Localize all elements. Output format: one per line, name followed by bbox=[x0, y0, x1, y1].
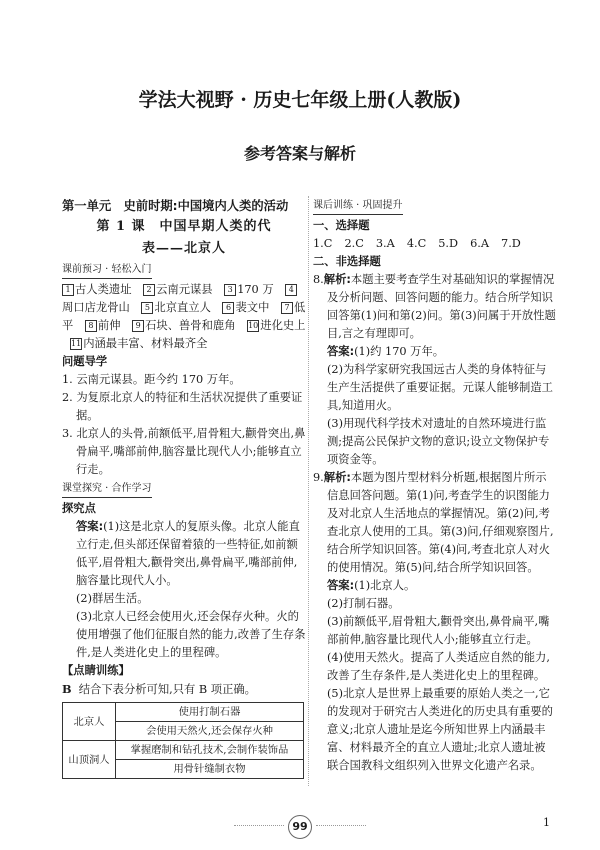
guide-item: 3. 北京人的头骨,前额低平,眉骨粗大,颧骨突出,鼻骨扁平,嘴部前伸,脑容量比现代人小;能够直立行走。 bbox=[62, 427, 306, 476]
right-column bbox=[313, 196, 556, 775]
choice-answer: 4.C bbox=[406, 237, 427, 250]
q8-answer-2: (2)为科学家研究我国远古人类的身体特征与生产生活提供了重要证据。元谋人能够制造工具,知道用火。 bbox=[327, 363, 553, 412]
nonchoice-heading: 二、非选择题 bbox=[313, 255, 381, 268]
column-divider bbox=[308, 196, 309, 786]
guide-item: 1. 云南元谋县。距今约 170 万年。 bbox=[62, 373, 241, 386]
book-title: 学法大视野 · 历史七年级上册(人教版) bbox=[138, 89, 462, 111]
q9-answer-2: (2)打制石器。 bbox=[327, 597, 400, 610]
explore-heading: 探究点 bbox=[62, 502, 96, 515]
blank-number-box: 11 bbox=[71, 339, 82, 348]
blank-number-box: 10 bbox=[248, 321, 259, 330]
section-label-explore: 课堂探究 · 合作学习 bbox=[62, 481, 152, 498]
training-answer-letter: B bbox=[62, 682, 72, 696]
blank-number-box: 3 bbox=[224, 284, 236, 296]
q9-answer-5: (5)北京人是世界上最重要的原始人类之一,它的发现对于研究古人类进化的历史具有重要的意义;北京人遗址是迄今所知世界上内涵最丰富、材料最齐全的直立人遗址;北京人遗址被联合国教科文组织列入世界文化遗产名录。 bbox=[327, 687, 553, 772]
table-cell: 掌握磨制和钻孔技术,会制作装饰品 bbox=[116, 741, 304, 760]
lesson-title-line2: 表——北京人 bbox=[141, 241, 226, 256]
blank-text: 石块、兽骨和鹿角 bbox=[145, 319, 236, 332]
unit-heading: 第一单元 史前时期:中国境内人类的活动 bbox=[62, 199, 289, 213]
page-subtitle: 参考答案与解析 bbox=[243, 144, 356, 163]
guide-item: 2. 为复原北京人的特征和生活状况提供了重要证据。 bbox=[62, 391, 303, 422]
blank-answer bbox=[132, 319, 235, 332]
blank-number-box: 2 bbox=[143, 284, 155, 296]
page-number: 99 bbox=[288, 815, 312, 839]
blank-answer bbox=[85, 319, 121, 332]
q8-analysis bbox=[313, 271, 556, 343]
blank-number-box: 8 bbox=[85, 320, 97, 332]
q8-answer-text: (1)约 170 万年。 bbox=[354, 345, 445, 358]
blank-number-box: 6 bbox=[222, 302, 234, 314]
q9-answer-1 bbox=[313, 577, 556, 595]
q9-answer-4: (4)使用天然火。提高了人类适应自然的能力,改善了生存条件,是人类进化史上的里程碑。 bbox=[327, 651, 550, 682]
choice-answer: 1.C bbox=[313, 237, 333, 250]
blank-number-box: 5 bbox=[141, 302, 153, 314]
blank-answer bbox=[222, 301, 269, 314]
fill-blank-answers bbox=[62, 281, 306, 353]
table-cell: 用骨针缝制衣物 bbox=[116, 760, 304, 779]
corner-number: 1 bbox=[543, 816, 550, 829]
choice-answer: 3.A bbox=[375, 237, 395, 250]
table-cell: 会使用天然火,还会保存火种 bbox=[116, 722, 304, 741]
training-text: 结合下表分析可知,只有 B 项正确。 bbox=[78, 683, 256, 696]
table-row-label: 山顶洞人 bbox=[63, 741, 116, 779]
blank-number-box: 4 bbox=[285, 284, 297, 296]
answer-label: 答案: bbox=[76, 520, 104, 533]
q9-analysis bbox=[313, 469, 556, 577]
choice-answer: 2.C bbox=[344, 237, 364, 250]
blank-answer bbox=[70, 337, 207, 350]
q9-number: 9. bbox=[313, 471, 324, 484]
comparison-table bbox=[62, 702, 304, 779]
blank-text: 170 万 bbox=[237, 283, 274, 296]
table-row-label: 北京人 bbox=[63, 703, 116, 741]
q9-answer-text: (1)北京人。 bbox=[354, 579, 416, 592]
answer-label: 答案: bbox=[327, 579, 355, 592]
blank-answer bbox=[62, 283, 132, 296]
q9-analysis-text: 本题为图片型材料分析题,根据图片所示信息回答问题。第(1)问,考查学生的识图能力及对北京人生活地点的掌握情况。第(2)问,考查北京人使用的工具。第(3)问,仔细观察图片,结合所学知识回答。第(4)问,考查北京人对火的使用情况。第(5)问,结合所学知识回答。 bbox=[327, 471, 554, 574]
table-cell: 使用打制石器 bbox=[116, 703, 304, 722]
blank-text: 云南元谋县 bbox=[156, 283, 213, 296]
blank-answer bbox=[143, 283, 213, 296]
guide-heading: 问题导学 bbox=[62, 355, 108, 368]
blank-answer bbox=[247, 319, 305, 332]
blank-text: 内涵最丰富、材料最齐全 bbox=[83, 337, 208, 350]
q8-answer-1 bbox=[313, 343, 556, 361]
blank-text: 低平 bbox=[62, 301, 306, 332]
blank-text: 周口店龙骨山 bbox=[62, 301, 130, 314]
left-column bbox=[62, 196, 306, 779]
answer-label: 答案: bbox=[327, 345, 355, 358]
explore-answer-1: (1)这是北京人的复原头像。北京人能直立行走,但头部还保留着猿的一些特征,如前额低平,眉骨粗大,颧骨突出,鼻骨扁平,嘴部前伸,脑容量比现代人小。 bbox=[76, 520, 300, 587]
explore-answer-3: (3)北京人已经会使用火,还会保存火种。火的使用增强了他们征服自然的能力,改善了生存条件,是人类进化史上的里程碑。 bbox=[76, 610, 306, 659]
q8-number: 8. bbox=[313, 273, 324, 286]
blank-answer bbox=[141, 301, 211, 314]
choice-answer: 6.A bbox=[470, 237, 490, 250]
blank-answer bbox=[224, 283, 273, 296]
choice-heading: 一、选择题 bbox=[313, 219, 370, 232]
choice-answer: 7.D bbox=[501, 237, 521, 250]
explore-answer-2: (2)群居生活。 bbox=[76, 592, 149, 605]
training-heading: 【点睛训练】 bbox=[62, 664, 130, 677]
blank-text: 裴文中 bbox=[235, 301, 270, 314]
choice-answer: 5.D bbox=[438, 237, 459, 250]
explore-answer bbox=[62, 518, 306, 590]
blank-text: 古人类遗址 bbox=[75, 283, 132, 296]
blank-number-box: 7 bbox=[281, 302, 293, 314]
section-label-preview: 课前预习 · 轻松入门 bbox=[62, 262, 152, 279]
q9-answer-3: (3)前额低平,眉骨粗大,颧骨突出,鼻骨扁平,嘴部前伸,脑容量比现代人小;能够直立行走。 bbox=[327, 615, 550, 646]
choice-answers bbox=[313, 235, 556, 253]
blank-text: 前伸 bbox=[97, 319, 121, 332]
blank-number-box: 1 bbox=[62, 284, 74, 296]
lesson-title-line1: 第 1 课 中国早期人类的代 bbox=[96, 219, 272, 234]
page-footer bbox=[0, 814, 600, 839]
training-answer bbox=[62, 680, 306, 699]
section-label-after-class: 课后训练 · 巩固提升 bbox=[313, 198, 403, 215]
q8-answer-3: (3)用现代科学技术对遗址的自然环境进行监测;提高公民保护文物的意识;设立文物保护专项资金等。 bbox=[327, 417, 550, 466]
blank-number-box: 9 bbox=[132, 320, 144, 332]
blank-text: 进化史上 bbox=[260, 319, 306, 332]
analysis-label: 解析: bbox=[323, 273, 351, 286]
blank-text: 北京直立人 bbox=[154, 301, 211, 314]
q8-analysis-text: 本题主要考查学生对基础知识的掌握情况及分析问题、回答问题的能力。结合所学知识回答第(1)问和第(2)问。第(3)问属于开放性题目,言之有理即可。 bbox=[327, 273, 556, 340]
analysis-label: 解析: bbox=[323, 471, 351, 484]
